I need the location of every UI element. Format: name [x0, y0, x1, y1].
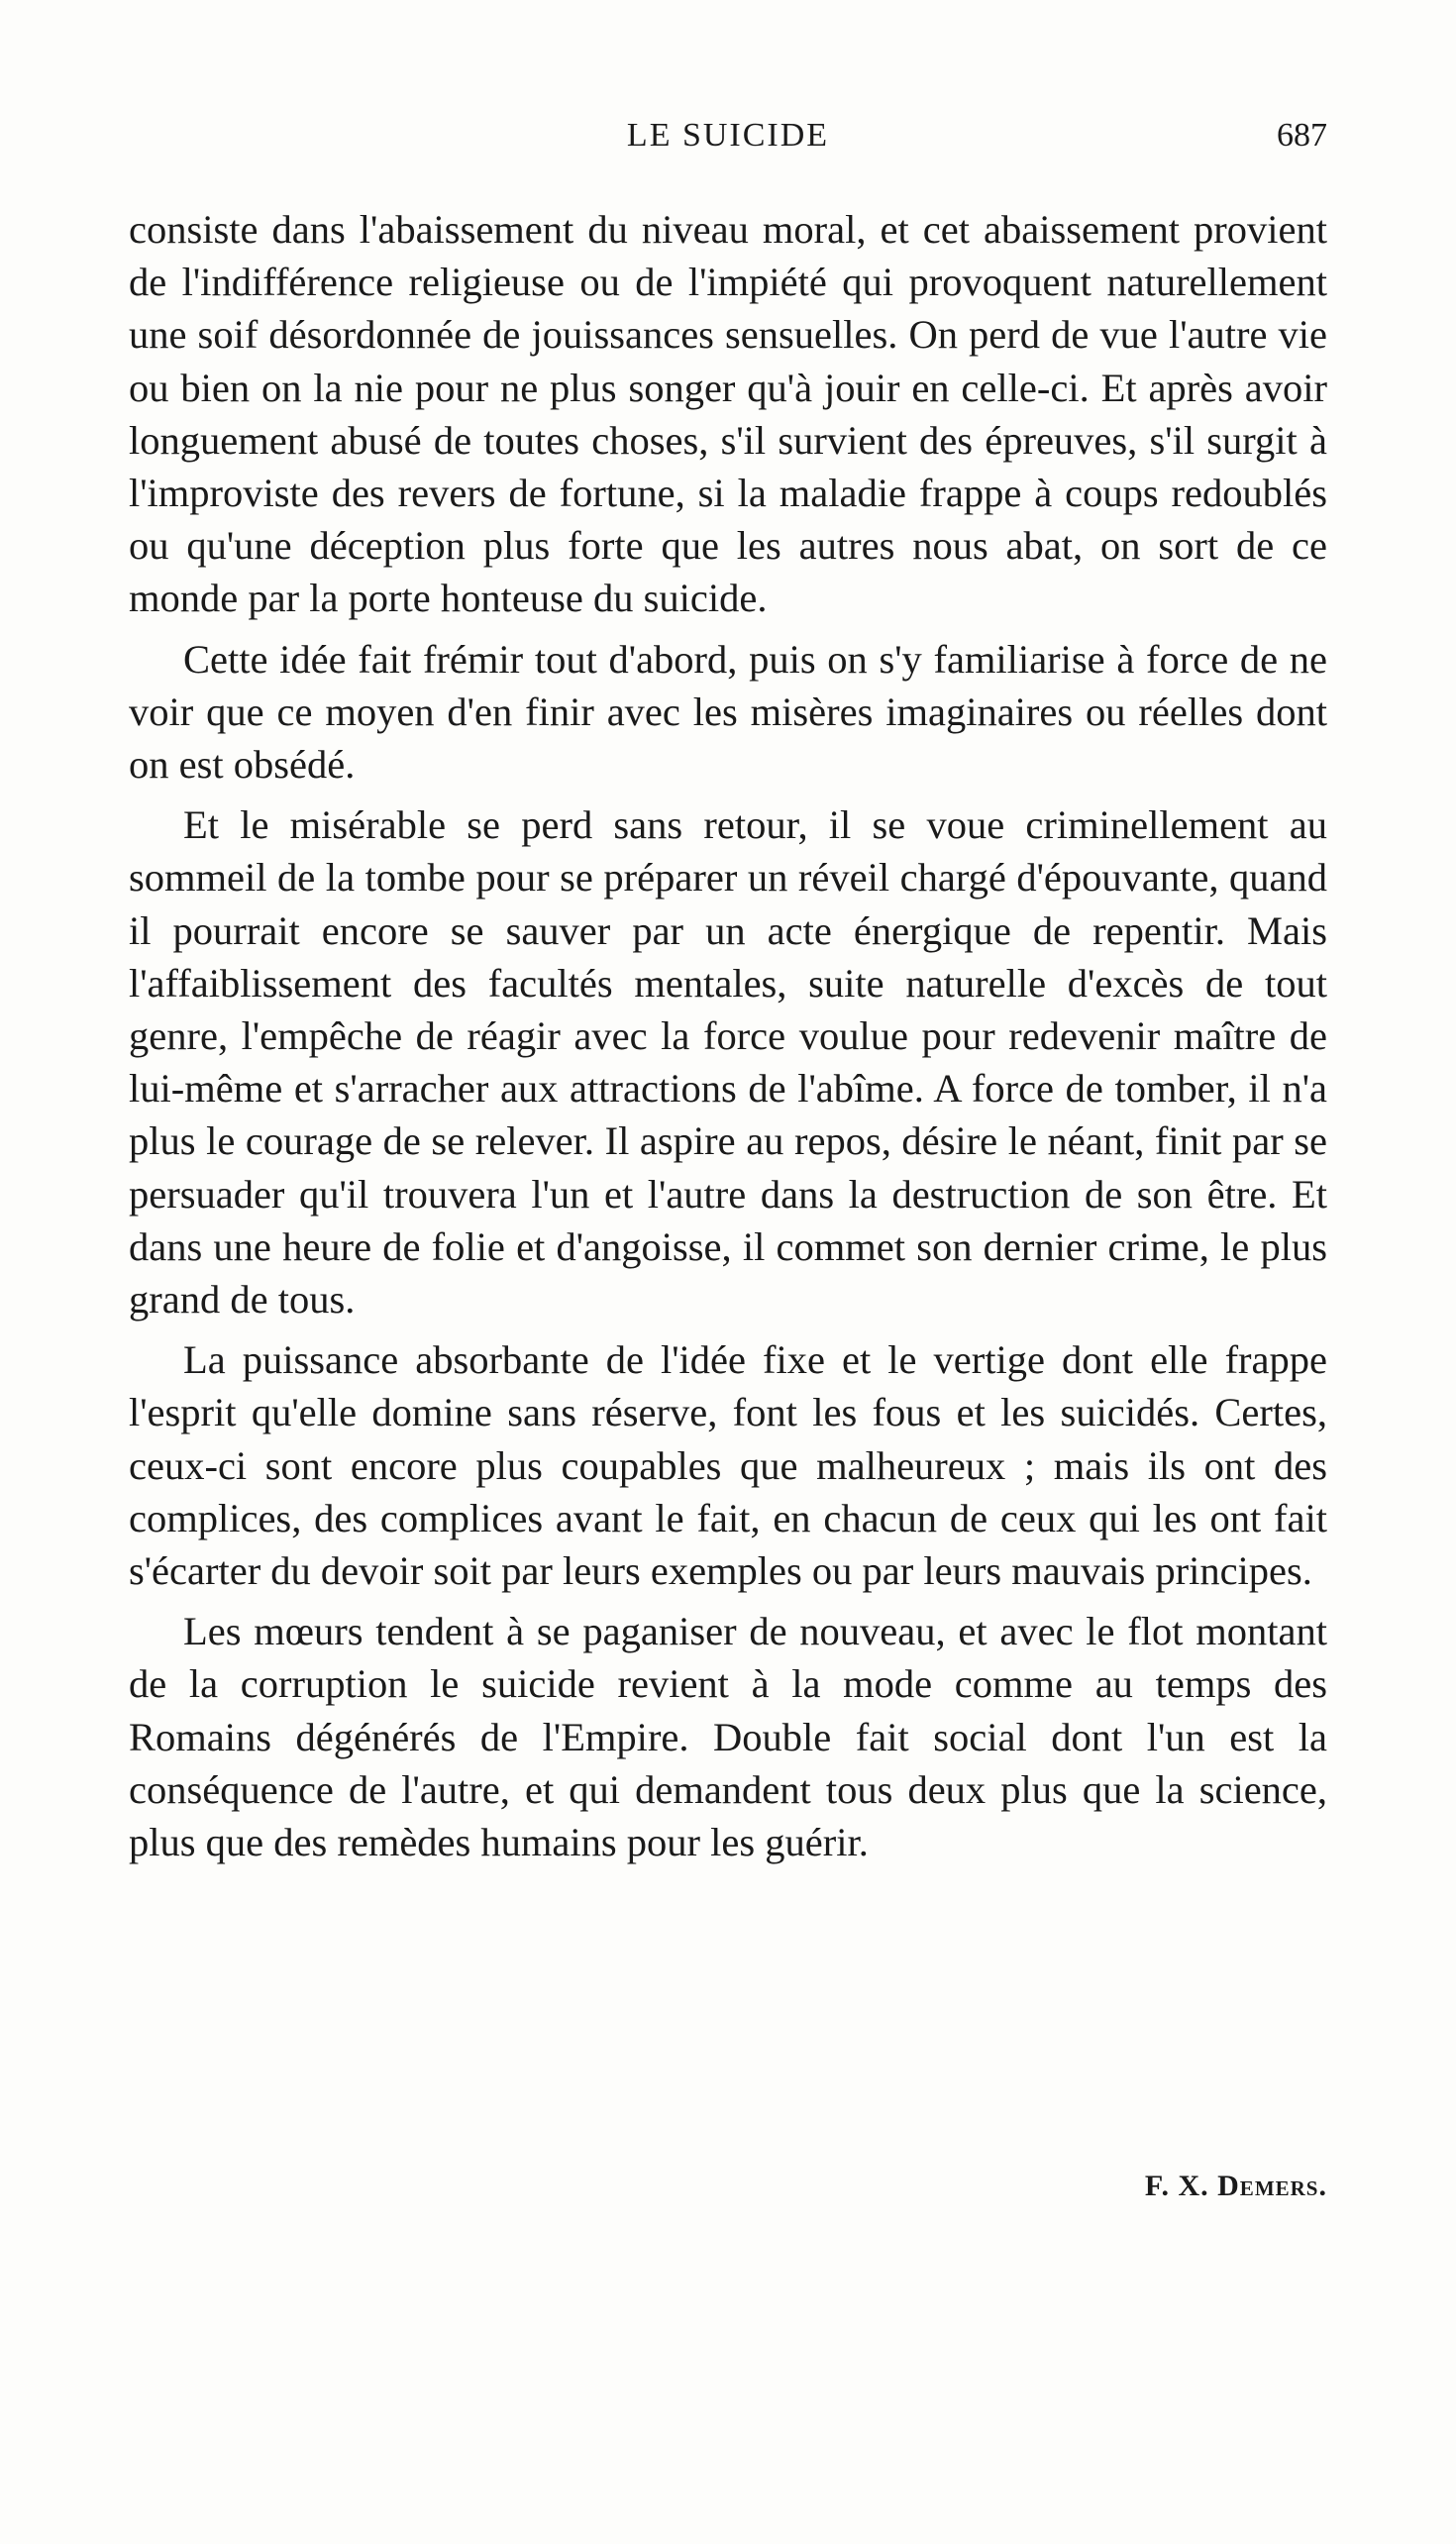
paragraph-5: Les mœurs tendent à se paganiser de nouveau, et avec le flot montant de la corruption le suicide revient à la mode comme au temps des Romains dégénérés de l'Empire. Double fait social dont l'un est la conséquence de l'autre, et qui demandent tous deux plus que la science, plus que des remèdes humains pour les guérir.: [129, 1609, 1327, 1865]
page-number: 687: [1277, 117, 1327, 154]
paragraph-4: La puissance absorbante de l'idée fixe et le vertige dont elle frappe l'esprit qu'elle domine sans réserve, font les fous et les suicidés. Certes, ceux-ci sont encore plus coupables que malheureux ; mais ils ont des complices, des complices avant le fait, en chacun de ceux qui les ont fait s'écarter du devoir soit par leurs exemples ou par leurs mauvais principes.: [129, 1337, 1327, 1594]
paragraph-3: Et le misérable se perd sans retour, il se voue criminellement au sommeil de la tombe pour se préparer un réveil chargé d'épouvante, quand il pourrait encore se sauver par un acte énergique de repentir. Mais l'affaiblissement des facultés mentales, suite naturelle d'excès de tout genre, l'empêche de réagir avec la force voulue pour redevenir maître de lui-même et s'arracher aux attractions de l'abîme. A force de tomber, il n'a plus le courage de se relever. Il aspire au repos, désire le néant, finit par se persuader qu'il trouvera l'un et l'autre dans la destruction de son être. Et dans une heure de folie et d'angoisse, il commet son dernier crime, le plus grand de tous.: [129, 802, 1327, 1323]
author-signature: F. X. Demers.: [1144, 2170, 1327, 2202]
running-title: LE SUICIDE: [626, 117, 830, 154]
page-header: [129, 117, 1327, 166]
paragraph-2: Cette idée fait frémir tout d'abord, puis on s'y familiarise à force de ne voir que ce moyen d'en finir avec les misères imaginaires ou réelles dont on est obsédé.: [129, 636, 1327, 788]
article-body: [129, 203, 1327, 1868]
paragraph-1: consiste dans l'abaissement du niveau moral, et cet abaissement provient de l'indifférence religieuse ou de l'impiété qui provoquent naturellement une soif désordonnée de jouissances sensuelles. On perd de vue l'autre vie ou bien on la nie pour ne plus songer qu'à jouir en celle-ci. Et après avoir longuement abusé de toutes choses, s'il survient des épreuves, s'il surgit à l'improviste des revers de fortune, si la maladie frappe à coups redoublés ou qu'une déception plus forte que les autres nous abat, on sort de ce monde par la porte honteuse du suicide.: [129, 207, 1327, 621]
